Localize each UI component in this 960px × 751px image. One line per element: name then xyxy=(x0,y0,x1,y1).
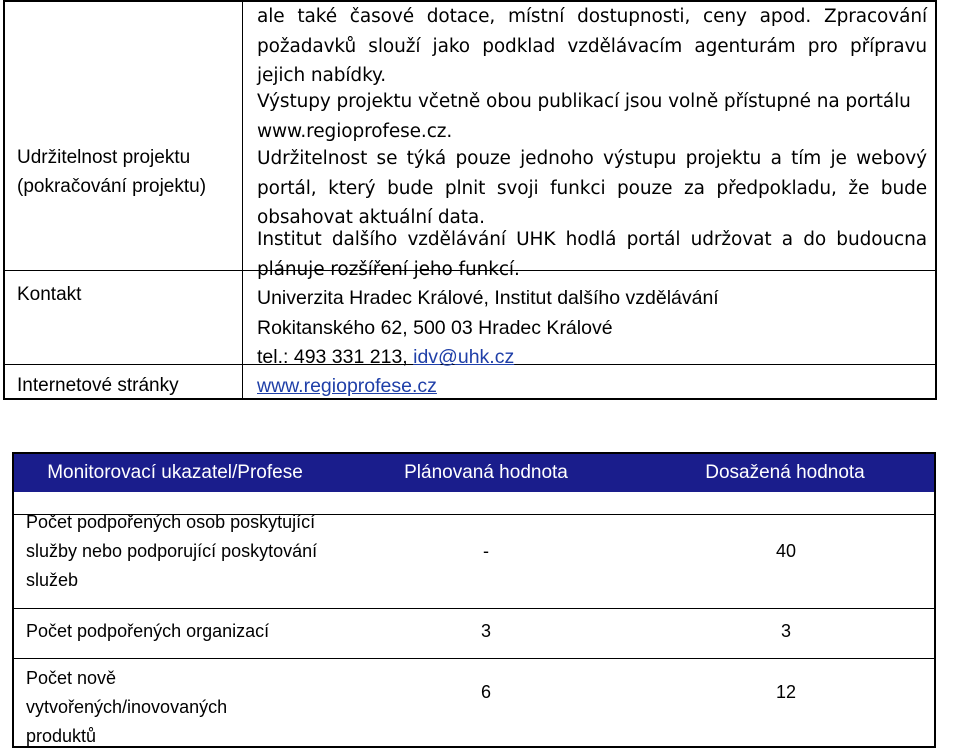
contact-line: Rokitanského 62, 500 03 Hradec Králové xyxy=(257,317,613,339)
indicator-name: Počet podpořených organizací xyxy=(26,621,270,641)
project-info-table xyxy=(3,0,937,400)
planned-value: 3 xyxy=(480,621,491,641)
contact-phone: tel.: 493 331 213, xyxy=(257,346,414,368)
row-divider xyxy=(14,608,934,609)
sustainability-paragraph: Institut dalšího vzdělávání UHK hodlá portál udržovat a do budoucna plánuje rozšíření jeho funkcí. xyxy=(257,229,927,280)
header-indicator: Monitorovací ukazatel/Profese xyxy=(47,462,303,483)
row-divider xyxy=(14,658,934,659)
contact-line: Univerzita Hradec Králové, Institut dalšího vzdělávání xyxy=(257,287,719,309)
indicator-name: Počet podpořených osob poskytující služby nebo podporující poskytování služeb xyxy=(26,512,318,590)
website-link[interactable]: www.regioprofese.cz xyxy=(257,375,437,397)
row-label-sustainability: Udržitelnost projektu (pokračování projektu) xyxy=(17,147,207,197)
sustainability-paragraph: Udržitelnost se týká pouze jednoho výstupu projektu a tím je webový portál, který bude plnit svoji funkci pouze za předpokladu, že bude obsahovat aktuální data. xyxy=(257,148,927,228)
column-divider xyxy=(242,2,243,398)
row-label-website: Internetové stránky xyxy=(17,375,179,396)
indicators-table xyxy=(12,452,936,748)
email-link[interactable]: idv@uhk.cz xyxy=(413,346,515,368)
header-achieved: Dosažená hodnota xyxy=(705,462,865,483)
planned-value: 6 xyxy=(480,682,491,702)
header-planned: Plánovaná hodnota xyxy=(404,462,568,483)
contact-phone-line xyxy=(257,342,927,372)
row-label-contact: Kontakt xyxy=(17,284,82,305)
achieved-value: 40 xyxy=(775,541,797,561)
indicator-name: Počet nově vytvořených/inovovaných produktů xyxy=(26,668,228,746)
indicators-header xyxy=(14,454,934,492)
website-cell xyxy=(257,371,927,401)
sustainability-paragraph: Výstupy projektu včetně obou publikací jsou volně přístupné na portálu www.regioprofese.cz. xyxy=(257,91,911,142)
sustainability-paragraph: ale také časové dotace, místní dostupnosti, ceny apod. Zpracování požadavků slouží jako podklad vzdělávacím agenturám pro přípravu jejich nabídky. xyxy=(257,6,927,86)
achieved-value: 12 xyxy=(775,682,797,702)
achieved-value: 3 xyxy=(780,621,791,641)
planned-value: - xyxy=(483,541,489,561)
